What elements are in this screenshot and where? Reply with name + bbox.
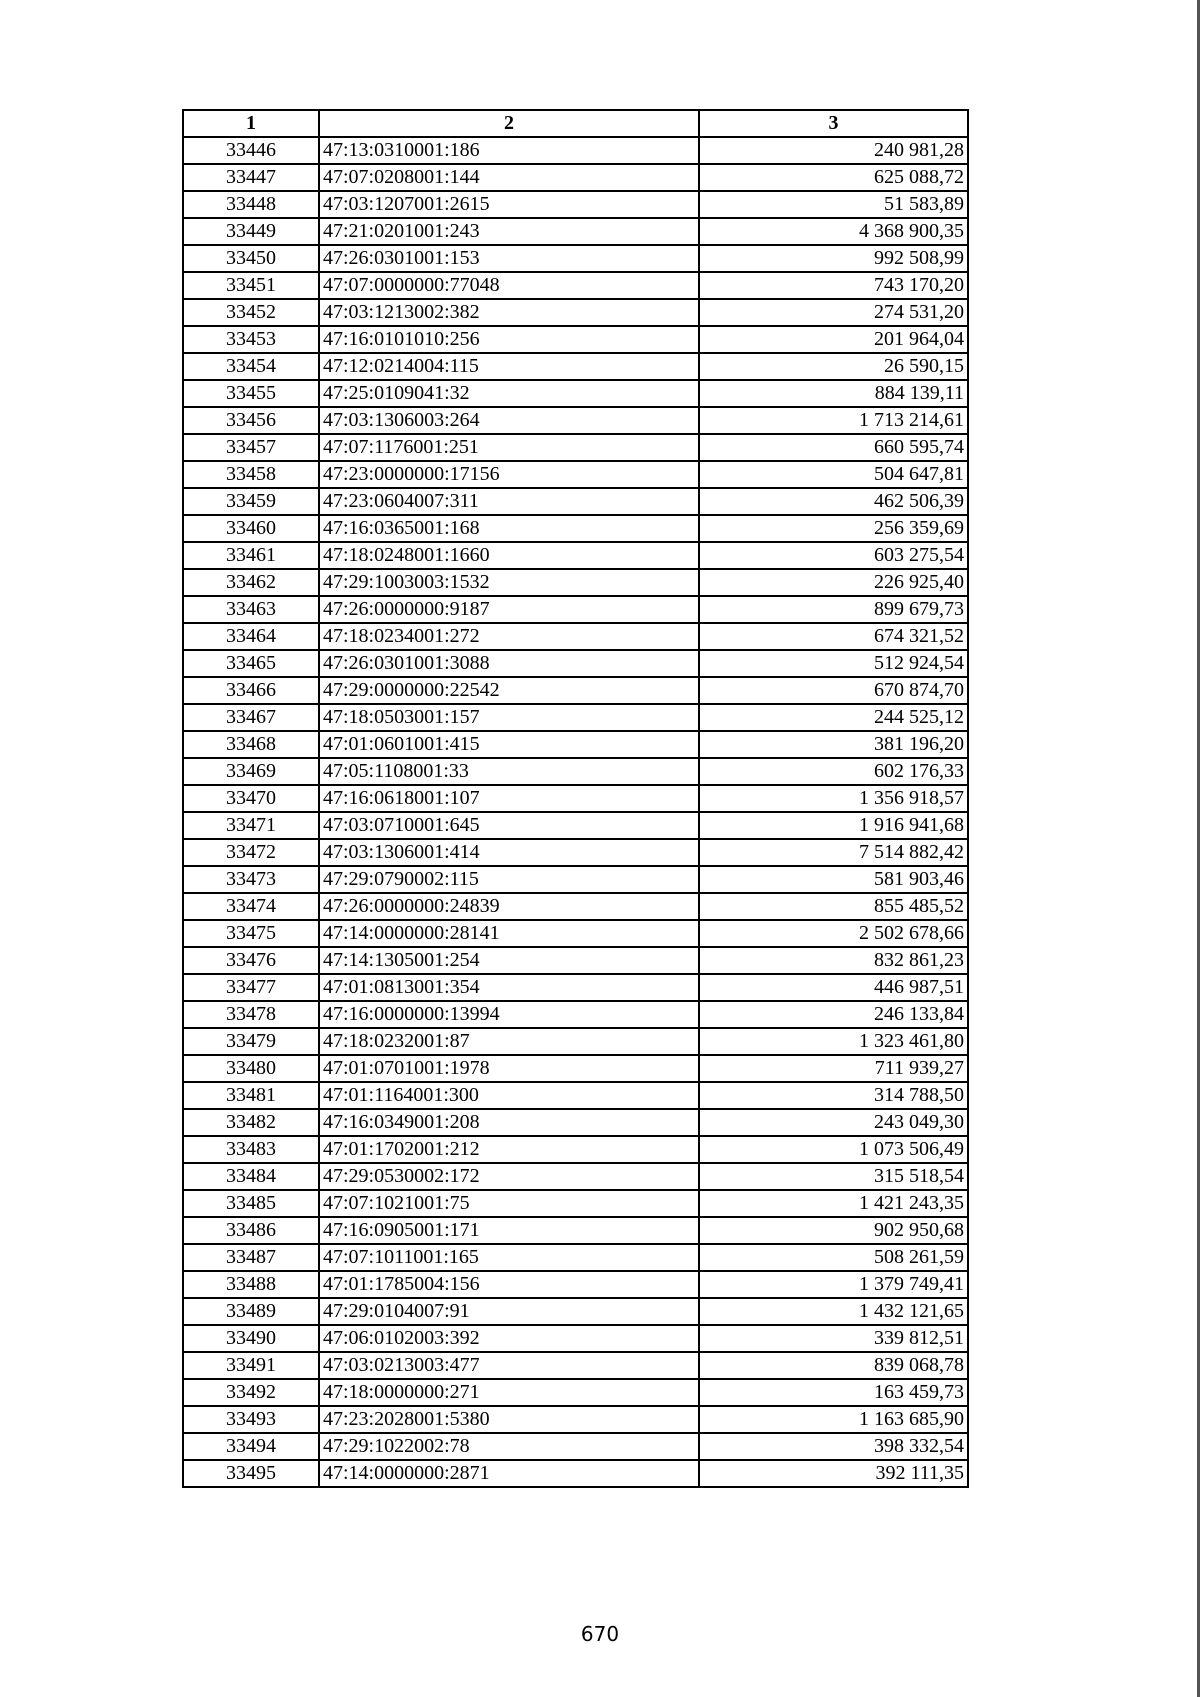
row-number-cell: 33494 bbox=[183, 1433, 319, 1460]
value-cell: 1 379 749,41 bbox=[699, 1271, 968, 1298]
cadastral-number-cell: 47:03:1213002:382 bbox=[319, 299, 699, 326]
row-number-cell: 33473 bbox=[183, 866, 319, 893]
table-row bbox=[183, 920, 968, 947]
value-cell: 240 981,28 bbox=[699, 137, 968, 164]
cadastral-number-cell: 47:01:1702001:212 bbox=[319, 1136, 699, 1163]
value-cell: 246 133,84 bbox=[699, 1001, 968, 1028]
value-cell: 7 514 882,42 bbox=[699, 839, 968, 866]
table-row bbox=[183, 731, 968, 758]
row-number-cell: 33471 bbox=[183, 812, 319, 839]
table-row bbox=[183, 380, 968, 407]
table-row bbox=[183, 1109, 968, 1136]
value-cell: 602 176,33 bbox=[699, 758, 968, 785]
value-cell: 392 111,35 bbox=[699, 1460, 968, 1487]
table-row bbox=[183, 677, 968, 704]
table-row bbox=[183, 461, 968, 488]
row-number-cell: 33479 bbox=[183, 1028, 319, 1055]
row-number-cell: 33474 bbox=[183, 893, 319, 920]
value-cell: 339 812,51 bbox=[699, 1325, 968, 1352]
column-header-2: 2 bbox=[319, 110, 699, 137]
value-cell: 625 088,72 bbox=[699, 164, 968, 191]
cadastral-number-cell: 47:01:1164001:300 bbox=[319, 1082, 699, 1109]
value-cell: 446 987,51 bbox=[699, 974, 968, 1001]
cadastral-number-cell: 47:29:0000000:22542 bbox=[319, 677, 699, 704]
cadastral-value-table bbox=[182, 109, 969, 1488]
value-cell: 398 332,54 bbox=[699, 1433, 968, 1460]
value-cell: 992 508,99 bbox=[699, 245, 968, 272]
value-cell: 1 356 918,57 bbox=[699, 785, 968, 812]
value-cell: 1 323 461,80 bbox=[699, 1028, 968, 1055]
table-row bbox=[183, 947, 968, 974]
cadastral-number-cell: 47:01:0813001:354 bbox=[319, 974, 699, 1001]
row-number-cell: 33448 bbox=[183, 191, 319, 218]
cadastral-number-cell: 47:18:0234001:272 bbox=[319, 623, 699, 650]
cadastral-number-cell: 47:29:0790002:115 bbox=[319, 866, 699, 893]
value-cell: 244 525,12 bbox=[699, 704, 968, 731]
value-cell: 462 506,39 bbox=[699, 488, 968, 515]
row-number-cell: 33468 bbox=[183, 731, 319, 758]
value-cell: 508 261,59 bbox=[699, 1244, 968, 1271]
table-row bbox=[183, 137, 968, 164]
cadastral-number-cell: 47:26:0301001:3088 bbox=[319, 650, 699, 677]
table-row bbox=[183, 1136, 968, 1163]
row-number-cell: 33460 bbox=[183, 515, 319, 542]
value-cell: 855 485,52 bbox=[699, 893, 968, 920]
cadastral-number-cell: 47:16:0101010:256 bbox=[319, 326, 699, 353]
cadastral-number-cell: 47:26:0301001:153 bbox=[319, 245, 699, 272]
table-row bbox=[183, 866, 968, 893]
value-cell: 381 196,20 bbox=[699, 731, 968, 758]
table-row bbox=[183, 1244, 968, 1271]
table-row bbox=[183, 893, 968, 920]
table-row bbox=[183, 1028, 968, 1055]
cadastral-number-cell: 47:14:1305001:254 bbox=[319, 947, 699, 974]
value-cell: 315 518,54 bbox=[699, 1163, 968, 1190]
cadastral-number-cell: 47:29:1022002:78 bbox=[319, 1433, 699, 1460]
row-number-cell: 33492 bbox=[183, 1379, 319, 1406]
row-number-cell: 33451 bbox=[183, 272, 319, 299]
value-cell: 743 170,20 bbox=[699, 272, 968, 299]
value-cell: 226 925,40 bbox=[699, 569, 968, 596]
table-row bbox=[183, 164, 968, 191]
cadastral-number-cell: 47:23:2028001:5380 bbox=[319, 1406, 699, 1433]
value-cell: 26 590,15 bbox=[699, 353, 968, 380]
value-cell: 899 679,73 bbox=[699, 596, 968, 623]
row-number-cell: 33489 bbox=[183, 1298, 319, 1325]
value-cell: 1 421 243,35 bbox=[699, 1190, 968, 1217]
row-number-cell: 33480 bbox=[183, 1055, 319, 1082]
table-row bbox=[183, 812, 968, 839]
cadastral-number-cell: 47:16:0349001:208 bbox=[319, 1109, 699, 1136]
row-number-cell: 33482 bbox=[183, 1109, 319, 1136]
table-row bbox=[183, 704, 968, 731]
row-number-cell: 33484 bbox=[183, 1163, 319, 1190]
table-row bbox=[183, 515, 968, 542]
row-number-cell: 33456 bbox=[183, 407, 319, 434]
value-cell: 839 068,78 bbox=[699, 1352, 968, 1379]
value-cell: 51 583,89 bbox=[699, 191, 968, 218]
table-row bbox=[183, 407, 968, 434]
cadastral-number-cell: 47:01:1785004:156 bbox=[319, 1271, 699, 1298]
row-number-cell: 33449 bbox=[183, 218, 319, 245]
table-row bbox=[183, 1190, 968, 1217]
row-number-cell: 33466 bbox=[183, 677, 319, 704]
cadastral-number-cell: 47:25:0109041:32 bbox=[319, 380, 699, 407]
table-row bbox=[183, 542, 968, 569]
cadastral-number-cell: 47:16:0905001:171 bbox=[319, 1217, 699, 1244]
table-row bbox=[183, 1082, 968, 1109]
row-number-cell: 33475 bbox=[183, 920, 319, 947]
row-number-cell: 33457 bbox=[183, 434, 319, 461]
cadastral-number-cell: 47:07:1011001:165 bbox=[319, 1244, 699, 1271]
cadastral-number-cell: 47:13:0310001:186 bbox=[319, 137, 699, 164]
row-number-cell: 33467 bbox=[183, 704, 319, 731]
value-cell: 274 531,20 bbox=[699, 299, 968, 326]
row-number-cell: 33463 bbox=[183, 596, 319, 623]
table-row bbox=[183, 272, 968, 299]
table-body bbox=[183, 137, 968, 1487]
value-cell: 2 502 678,66 bbox=[699, 920, 968, 947]
cadastral-number-cell: 47:07:0208001:144 bbox=[319, 164, 699, 191]
cadastral-number-cell: 47:03:1306003:264 bbox=[319, 407, 699, 434]
cadastral-number-cell: 47:29:0530002:172 bbox=[319, 1163, 699, 1190]
row-number-cell: 33446 bbox=[183, 137, 319, 164]
cadastral-number-cell: 47:07:1021001:75 bbox=[319, 1190, 699, 1217]
cadastral-number-cell: 47:18:0503001:157 bbox=[319, 704, 699, 731]
value-cell: 512 924,54 bbox=[699, 650, 968, 677]
value-cell: 711 939,27 bbox=[699, 1055, 968, 1082]
cadastral-number-cell: 47:03:0710001:645 bbox=[319, 812, 699, 839]
cadastral-number-cell: 47:12:0214004:115 bbox=[319, 353, 699, 380]
cadastral-number-cell: 47:03:1207001:2615 bbox=[319, 191, 699, 218]
row-number-cell: 33481 bbox=[183, 1082, 319, 1109]
cadastral-number-cell: 47:23:0000000:17156 bbox=[319, 461, 699, 488]
cadastral-number-cell: 47:16:0618001:107 bbox=[319, 785, 699, 812]
table-row bbox=[183, 1352, 968, 1379]
cadastral-number-cell: 47:07:1176001:251 bbox=[319, 434, 699, 461]
value-cell: 256 359,69 bbox=[699, 515, 968, 542]
row-number-cell: 33469 bbox=[183, 758, 319, 785]
cadastral-number-cell: 47:16:0000000:13994 bbox=[319, 1001, 699, 1028]
value-cell: 902 950,68 bbox=[699, 1217, 968, 1244]
row-number-cell: 33453 bbox=[183, 326, 319, 353]
row-number-cell: 33464 bbox=[183, 623, 319, 650]
cadastral-number-cell: 47:01:0701001:1978 bbox=[319, 1055, 699, 1082]
row-number-cell: 33452 bbox=[183, 299, 319, 326]
value-cell: 314 788,50 bbox=[699, 1082, 968, 1109]
row-number-cell: 33491 bbox=[183, 1352, 319, 1379]
value-cell: 504 647,81 bbox=[699, 461, 968, 488]
cadastral-number-cell: 47:16:0365001:168 bbox=[319, 515, 699, 542]
row-number-cell: 33490 bbox=[183, 1325, 319, 1352]
value-cell: 660 595,74 bbox=[699, 434, 968, 461]
table-row bbox=[183, 245, 968, 272]
value-cell: 201 964,04 bbox=[699, 326, 968, 353]
table-row bbox=[183, 596, 968, 623]
column-header-1: 1 bbox=[183, 110, 319, 137]
table-row bbox=[183, 1460, 968, 1487]
table-row bbox=[183, 569, 968, 596]
table-row bbox=[183, 650, 968, 677]
table-row bbox=[183, 785, 968, 812]
row-number-cell: 33486 bbox=[183, 1217, 319, 1244]
value-cell: 581 903,46 bbox=[699, 866, 968, 893]
table-row bbox=[183, 1379, 968, 1406]
table-row bbox=[183, 1433, 968, 1460]
table-header-row bbox=[183, 110, 968, 137]
row-number-cell: 33470 bbox=[183, 785, 319, 812]
cadastral-number-cell: 47:21:0201001:243 bbox=[319, 218, 699, 245]
value-cell: 1 073 506,49 bbox=[699, 1136, 968, 1163]
value-cell: 4 368 900,35 bbox=[699, 218, 968, 245]
value-cell: 1 163 685,90 bbox=[699, 1406, 968, 1433]
table-row bbox=[183, 623, 968, 650]
table-row bbox=[183, 326, 968, 353]
row-number-cell: 33476 bbox=[183, 947, 319, 974]
table-row bbox=[183, 434, 968, 461]
cadastral-number-cell: 47:06:0102003:392 bbox=[319, 1325, 699, 1352]
table-row bbox=[183, 353, 968, 380]
column-header-3: 3 bbox=[699, 110, 968, 137]
row-number-cell: 33447 bbox=[183, 164, 319, 191]
row-number-cell: 33450 bbox=[183, 245, 319, 272]
row-number-cell: 33472 bbox=[183, 839, 319, 866]
value-cell: 670 874,70 bbox=[699, 677, 968, 704]
cadastral-number-cell: 47:03:1306001:414 bbox=[319, 839, 699, 866]
cadastral-number-cell: 47:07:0000000:77048 bbox=[319, 272, 699, 299]
value-cell: 1 916 941,68 bbox=[699, 812, 968, 839]
cadastral-number-cell: 47:18:0248001:1660 bbox=[319, 542, 699, 569]
table-row bbox=[183, 218, 968, 245]
row-number-cell: 33454 bbox=[183, 353, 319, 380]
value-cell: 1 713 214,61 bbox=[699, 407, 968, 434]
row-number-cell: 33487 bbox=[183, 1244, 319, 1271]
cadastral-number-cell: 47:23:0604007:311 bbox=[319, 488, 699, 515]
row-number-cell: 33485 bbox=[183, 1190, 319, 1217]
row-number-cell: 33458 bbox=[183, 461, 319, 488]
table-row bbox=[183, 1271, 968, 1298]
cadastral-number-cell: 47:29:0104007:91 bbox=[319, 1298, 699, 1325]
row-number-cell: 33483 bbox=[183, 1136, 319, 1163]
row-number-cell: 33477 bbox=[183, 974, 319, 1001]
row-number-cell: 33465 bbox=[183, 650, 319, 677]
table-row bbox=[183, 1055, 968, 1082]
table-row bbox=[183, 1325, 968, 1352]
value-cell: 674 321,52 bbox=[699, 623, 968, 650]
table-row bbox=[183, 1001, 968, 1028]
row-number-cell: 33478 bbox=[183, 1001, 319, 1028]
row-number-cell: 33488 bbox=[183, 1271, 319, 1298]
row-number-cell: 33459 bbox=[183, 488, 319, 515]
table-row bbox=[183, 839, 968, 866]
row-number-cell: 33493 bbox=[183, 1406, 319, 1433]
table-row bbox=[183, 488, 968, 515]
table-row bbox=[183, 1163, 968, 1190]
table-row bbox=[183, 758, 968, 785]
table-row bbox=[183, 1217, 968, 1244]
value-cell: 832 861,23 bbox=[699, 947, 968, 974]
cadastral-number-cell: 47:14:0000000:2871 bbox=[319, 1460, 699, 1487]
row-number-cell: 33495 bbox=[183, 1460, 319, 1487]
row-number-cell: 33461 bbox=[183, 542, 319, 569]
table-row bbox=[183, 1406, 968, 1433]
table-row bbox=[183, 974, 968, 1001]
value-cell: 243 049,30 bbox=[699, 1109, 968, 1136]
cadastral-number-cell: 47:01:0601001:415 bbox=[319, 731, 699, 758]
cadastral-number-cell: 47:29:1003003:1532 bbox=[319, 569, 699, 596]
cadastral-number-cell: 47:26:0000000:24839 bbox=[319, 893, 699, 920]
cadastral-number-cell: 47:18:0000000:271 bbox=[319, 1379, 699, 1406]
page-number: 670 bbox=[580, 1622, 620, 1646]
table-row bbox=[183, 1298, 968, 1325]
cadastral-number-cell: 47:03:0213003:477 bbox=[319, 1352, 699, 1379]
cadastral-number-cell: 47:18:0232001:87 bbox=[319, 1028, 699, 1055]
cadastral-number-cell: 47:05:1108001:33 bbox=[319, 758, 699, 785]
value-cell: 603 275,54 bbox=[699, 542, 968, 569]
row-number-cell: 33455 bbox=[183, 380, 319, 407]
table-row bbox=[183, 191, 968, 218]
cadastral-number-cell: 47:26:0000000:9187 bbox=[319, 596, 699, 623]
table-row bbox=[183, 299, 968, 326]
value-cell: 884 139,11 bbox=[699, 380, 968, 407]
value-cell: 163 459,73 bbox=[699, 1379, 968, 1406]
value-cell: 1 432 121,65 bbox=[699, 1298, 968, 1325]
cadastral-number-cell: 47:14:0000000:28141 bbox=[319, 920, 699, 947]
row-number-cell: 33462 bbox=[183, 569, 319, 596]
